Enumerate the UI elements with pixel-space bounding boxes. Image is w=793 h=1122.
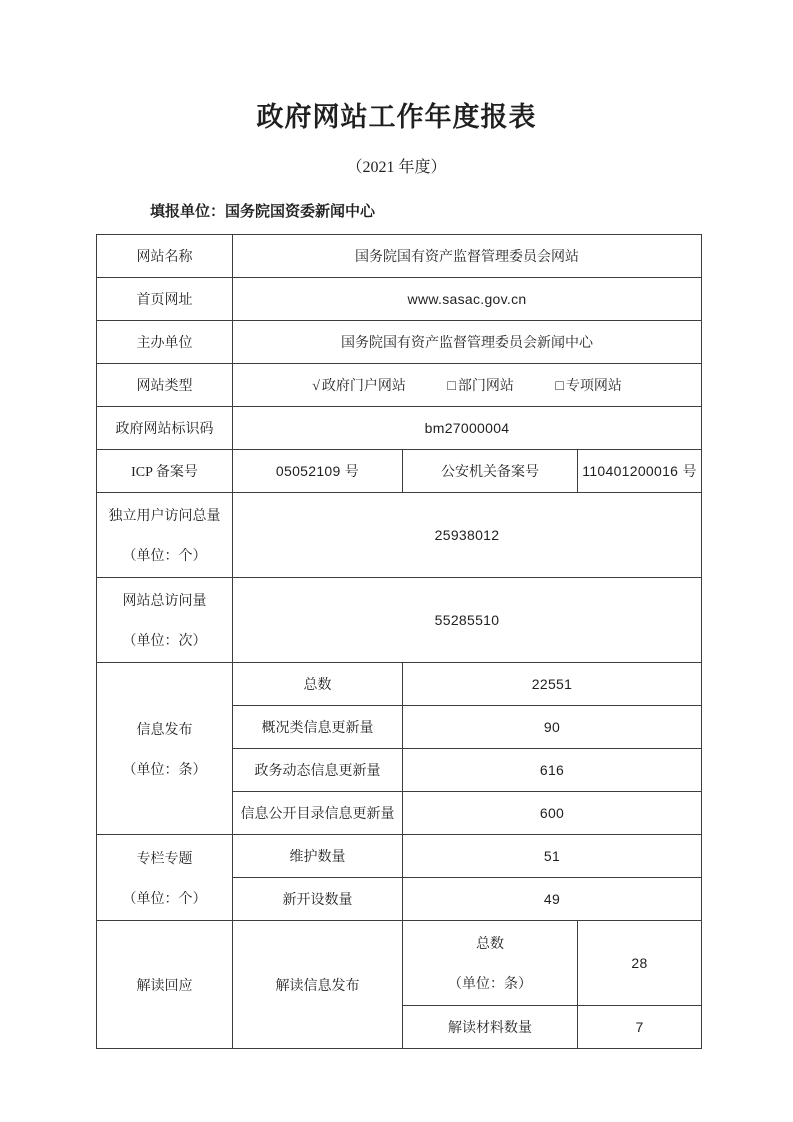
- checkbox-empty-icon: □: [447, 379, 456, 394]
- row-site-code: [97, 407, 702, 450]
- site-type-options: [233, 364, 702, 407]
- site-type-option-portal-label: 政府门户网站: [321, 379, 406, 394]
- columns-topics-unit: （单位：个）: [122, 891, 207, 907]
- site-code-value: bm27000004: [233, 407, 702, 450]
- interpretation-total-value: 28: [578, 921, 702, 1006]
- info-publish-overview-label: 概况类信息更新量: [233, 706, 403, 749]
- row-columns-maintained: [97, 835, 702, 878]
- total-visits-label-line1: 网站总访问量: [122, 594, 207, 609]
- site-type-option-portal: [312, 375, 406, 395]
- row-home-url: [97, 278, 702, 321]
- checked-mark-icon: √: [312, 379, 320, 394]
- reporting-unit-value: 国务院国资委新闻中心: [225, 204, 376, 220]
- report-year-subtitle: （2021 年度）: [346, 159, 447, 176]
- checkbox-empty-icon: □: [555, 379, 564, 394]
- row-icp: [97, 450, 702, 493]
- columns-maintained-label: 维护数量: [233, 835, 403, 878]
- interpretation-label: 解读回应: [97, 921, 233, 1049]
- site-code-label: 政府网站标识码: [97, 407, 233, 450]
- reporting-unit-label: 填报单位：: [150, 204, 226, 220]
- police-record-value: 110401200016 号: [578, 450, 702, 493]
- info-publish-directory-label: 信息公开目录信息更新量: [233, 792, 403, 835]
- unique-visitors-value: 25938012: [233, 493, 702, 578]
- site-type-label: 网站类型: [97, 364, 233, 407]
- total-visits-value: 55285510: [233, 578, 702, 663]
- site-type-option-special-label: 专项网站: [565, 379, 622, 394]
- total-visits-label: [97, 578, 233, 663]
- interpretation-total-label: [403, 921, 578, 1006]
- columns-topics-label: [97, 835, 233, 921]
- columns-new-value: 49: [403, 878, 702, 921]
- info-publish-label-line1: 信息发布: [136, 722, 193, 738]
- police-record-label: 公安机关备案号: [403, 450, 578, 493]
- interpretation-publish-label: 解读信息发布: [233, 921, 403, 1049]
- home-url-label: 首页网址: [97, 278, 233, 321]
- interpretation-materials-value: 7: [578, 1006, 702, 1049]
- info-publish-total-value: 22551: [403, 663, 702, 706]
- icp-value: 05052109 号: [233, 450, 403, 493]
- info-publish-overview-value: 90: [403, 706, 702, 749]
- info-publish-unit: （单位：条）: [122, 762, 207, 778]
- info-publish-news-label: 政务动态信息更新量: [233, 749, 403, 792]
- site-name-value: 国务院国有资产监督管理委员会网站: [233, 235, 702, 278]
- columns-maintained-value: 51: [403, 835, 702, 878]
- home-url-value: www.sasac.gov.cn: [233, 278, 702, 321]
- interpretation-total-label-line1: 总数: [476, 937, 504, 952]
- row-site-name: [97, 235, 702, 278]
- row-total-visits: [97, 578, 702, 663]
- row-interpretation-total: [97, 921, 702, 1006]
- total-visits-unit: （单位：次）: [122, 634, 207, 649]
- reporting-unit-line: [150, 200, 793, 221]
- info-publish-label: [97, 663, 233, 835]
- columns-new-label: 新开设数量: [233, 878, 403, 921]
- organizer-value: 国务院国有资产监督管理委员会新闻中心: [233, 321, 702, 364]
- page-title: 政府网站工作年度报表: [256, 102, 537, 132]
- row-info-publish-total: [97, 663, 702, 706]
- interpretation-materials-label: 解读材料数量: [403, 1006, 578, 1049]
- organizer-label: 主办单位: [97, 321, 233, 364]
- report-table: [96, 234, 702, 1049]
- info-publish-directory-value: 600: [403, 792, 702, 835]
- unique-visitors-unit: （单位：个）: [122, 549, 207, 564]
- columns-topics-label-line1: 专栏专题: [136, 851, 193, 867]
- unique-visitors-label: [97, 493, 233, 578]
- row-unique-visitors: [97, 493, 702, 578]
- row-organizer: [97, 321, 702, 364]
- site-name-label: 网站名称: [97, 235, 233, 278]
- info-publish-news-value: 616: [403, 749, 702, 792]
- site-type-option-department-label: 部门网站: [457, 379, 514, 394]
- icp-label: ICP 备案号: [97, 450, 233, 493]
- info-publish-total-label: 总数: [233, 663, 403, 706]
- row-site-type: [97, 364, 702, 407]
- site-type-option-special: [555, 375, 621, 395]
- interpretation-total-unit: （单位：条）: [448, 977, 532, 992]
- unique-visitors-label-line1: 独立用户访问总量: [108, 509, 221, 524]
- site-type-option-department: [447, 375, 513, 395]
